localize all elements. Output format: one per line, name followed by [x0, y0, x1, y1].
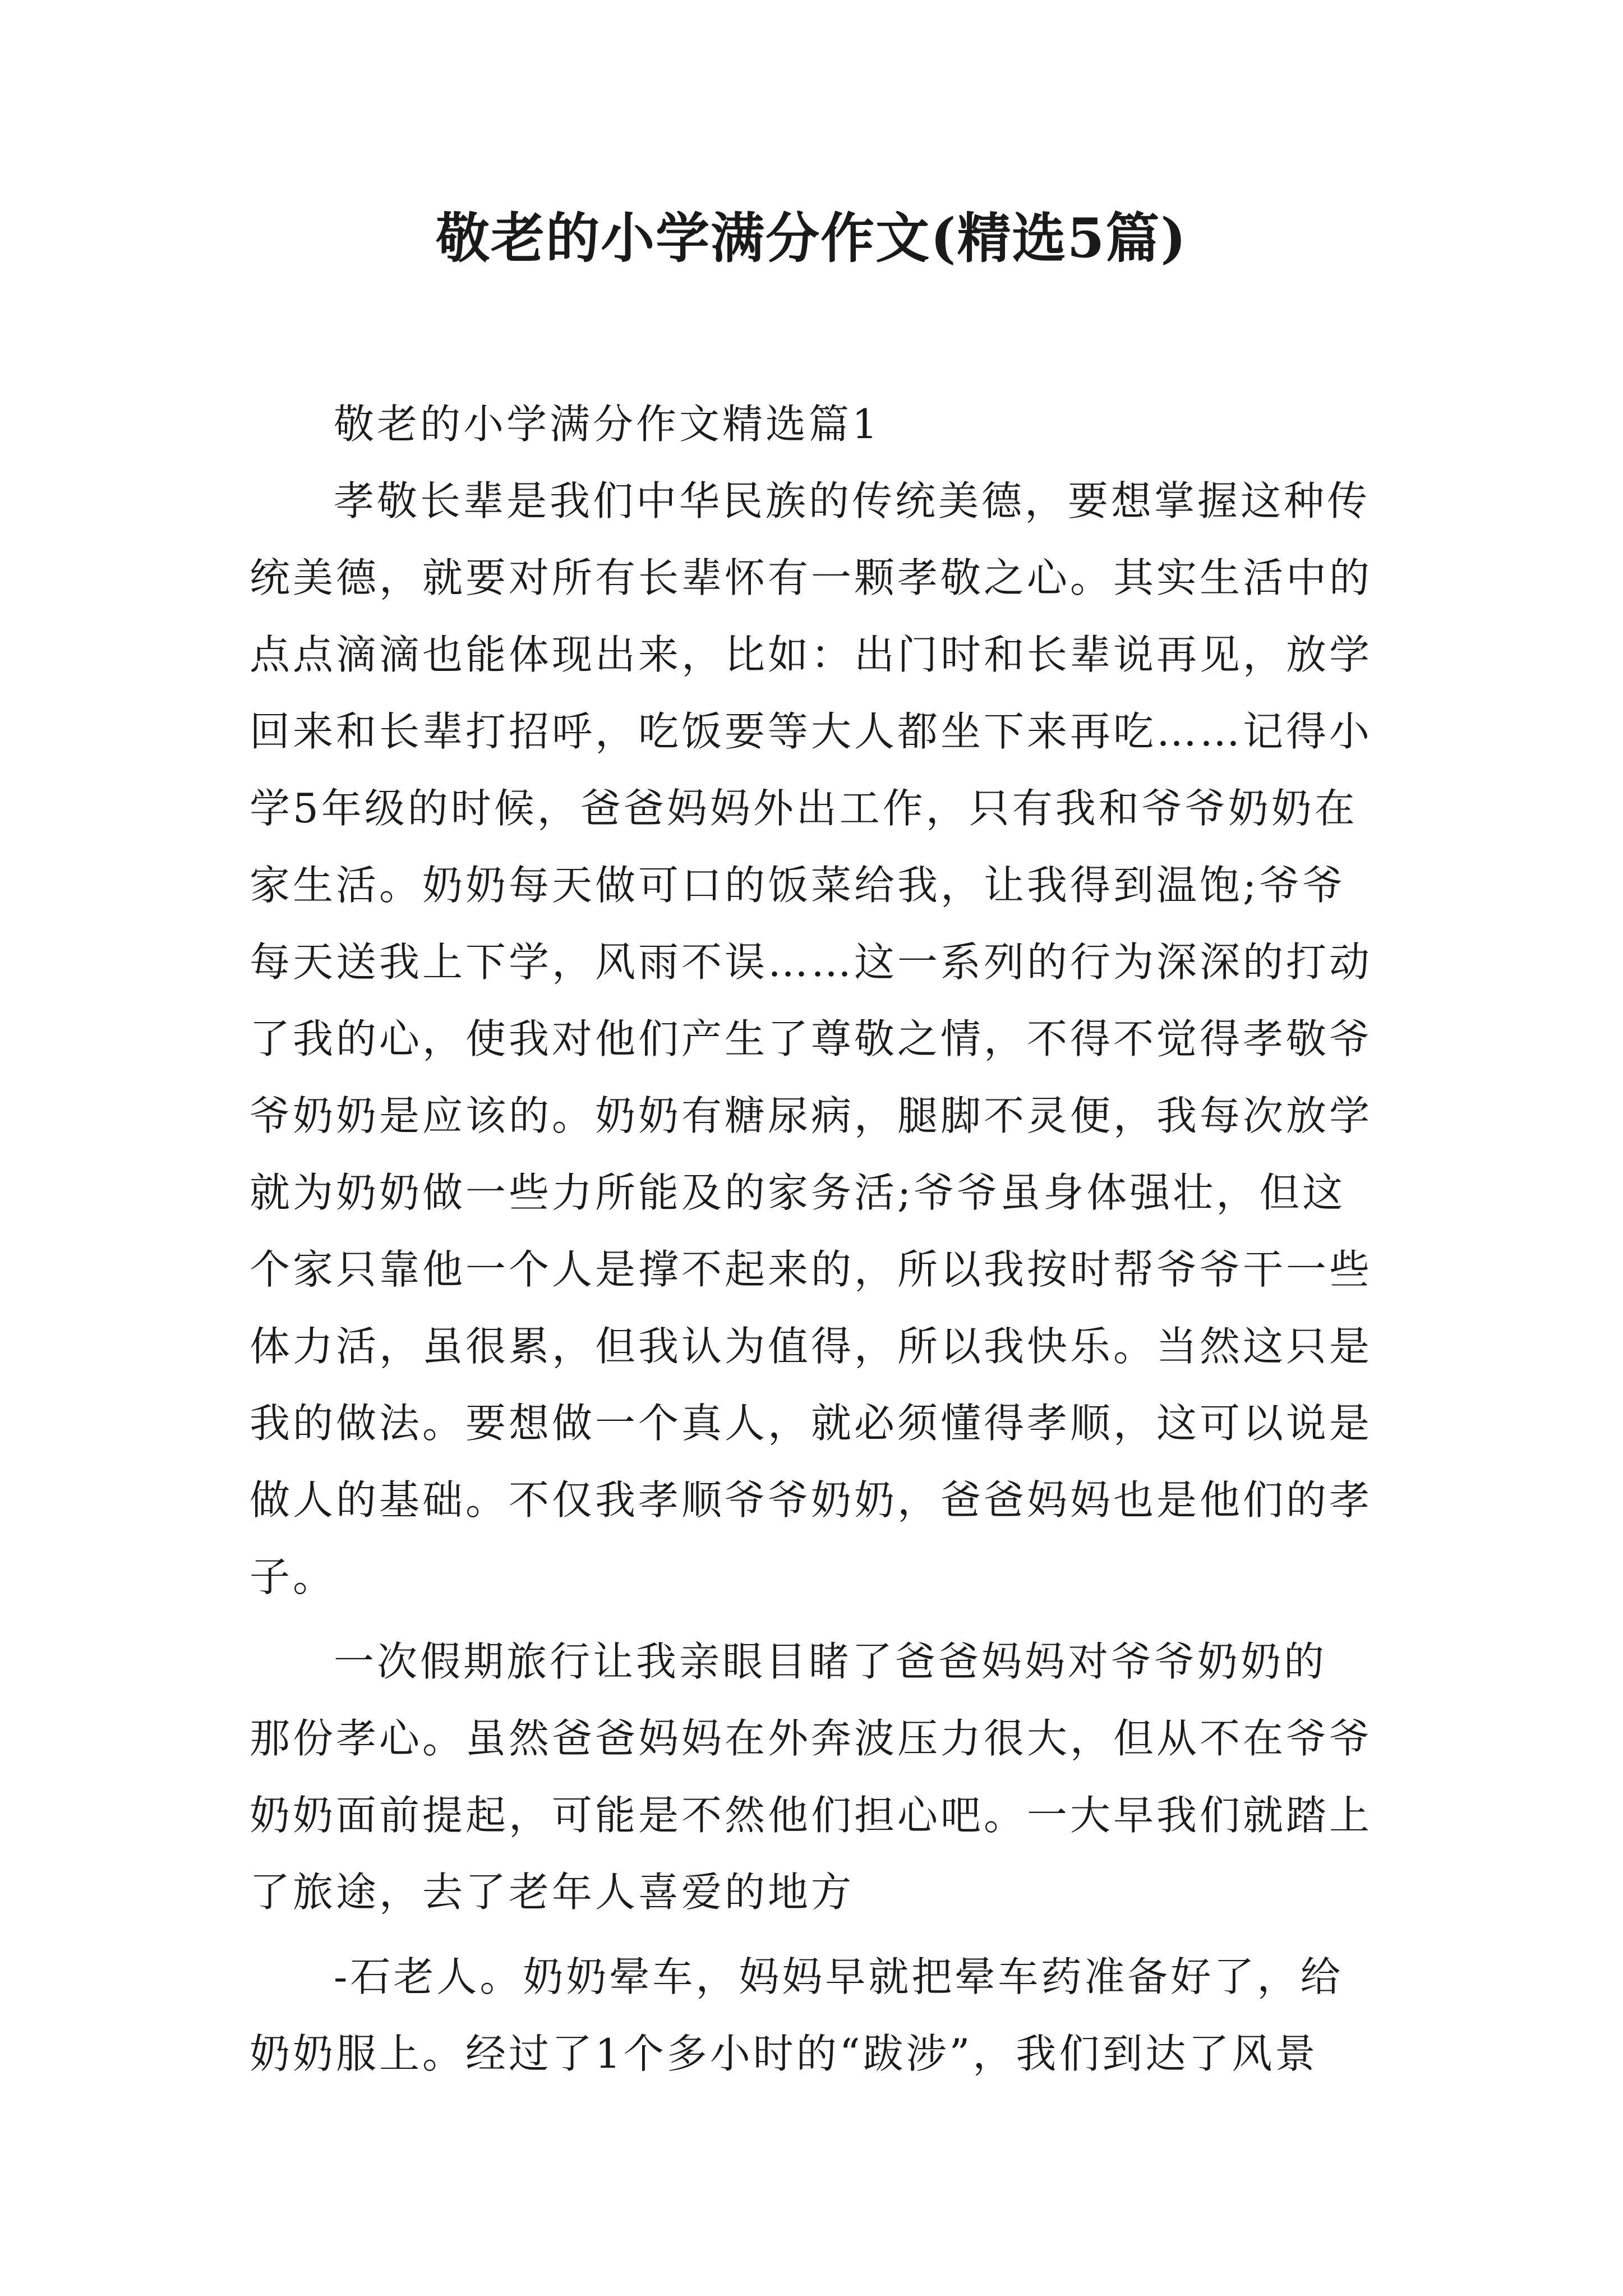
paragraph-line: 了旅途，去了老年人喜爱的地方 — [250, 1869, 855, 1916]
paragraph-line: 我的做法。要想做一个真人，就必须懂得孝顺，这可以说是 — [250, 1400, 1373, 1447]
paragraph-line: 爷奶奶是应该的。奶奶有糖尿病，腿脚不灵便，我每次放学 — [250, 1092, 1373, 1139]
paragraph-2 — [250, 1623, 1388, 1931]
document-body — [250, 386, 1388, 2092]
paragraph-3 — [250, 1939, 1388, 2092]
paragraph-line: 就为奶奶做一些力所能及的家务活;爷爷虽身体强壮，但这 — [250, 1169, 1346, 1216]
paragraph-line: 做人的基础。不仅我孝顺爷爷奶奶，爸爸妈妈也是他们的孝 — [250, 1476, 1373, 1524]
document-title: 敬老的小学满分作文(精选5篇) — [436, 206, 1187, 270]
paragraph-1 — [250, 463, 1388, 1616]
paragraph-line: 回来和长辈打招呼，吃饭要等大人都坐下来再吃……记得小 — [250, 708, 1373, 755]
paragraph-line: 统美德，就要对所有长辈怀有一颗孝敬之心。其实生活中的 — [250, 554, 1373, 601]
paragraph-line: 子。 — [250, 1553, 336, 1600]
paragraph-line: 一次假期旅行让我亲眼目睹了爸爸妈妈对爷爷奶奶的 — [334, 1638, 1327, 1685]
paragraph-line: 那份孝心。虽然爸爸妈妈在外奔波压力很大，但从不在爷爷 — [250, 1715, 1373, 1762]
paragraph-line: 每天送我上下学，风雨不误……这一系列的行为深深的打动 — [250, 938, 1373, 986]
paragraph-line: 奶奶服上。经过了1个多小时的“跋涉”，我们到达了风景 — [250, 2030, 1318, 2077]
paragraph-line: 个家只靠他一个人是撑不起来的，所以我按时帮爷爷干一些 — [250, 1246, 1373, 1293]
paragraph-line: 了我的心，使我对他们产生了尊敬之情，不得不觉得孝敬爷 — [250, 1015, 1373, 1062]
paragraph-line: 体力活，虽很累，但我认为值得，所以我快乐。当然这只是 — [250, 1323, 1373, 1370]
paragraph-line: 家生活。奶奶每天做可口的饭菜给我，让我得到温饱;爷爷 — [250, 862, 1346, 909]
paragraph-line: 孝敬长辈是我们中华民族的传统美德，要想掌握这种传 — [334, 477, 1371, 524]
section-heading: 敬老的小学满分作文精选篇1 — [334, 401, 880, 448]
paragraph-line: 学5年级的时候，爸爸妈妈外出工作，只有我和爷爷奶奶在 — [250, 785, 1358, 832]
paragraph-line: -石老人。奶奶晕车，妈妈早就把晕车药准备好了，给 — [334, 1953, 1344, 2000]
paragraph-line: 点点滴滴也能体现出来，比如：出门时和长辈说再见，放学 — [250, 631, 1373, 678]
paragraph-line: 奶奶面前提起，可能是不然他们担心吧。一大早我们就踏上 — [250, 1792, 1373, 1839]
